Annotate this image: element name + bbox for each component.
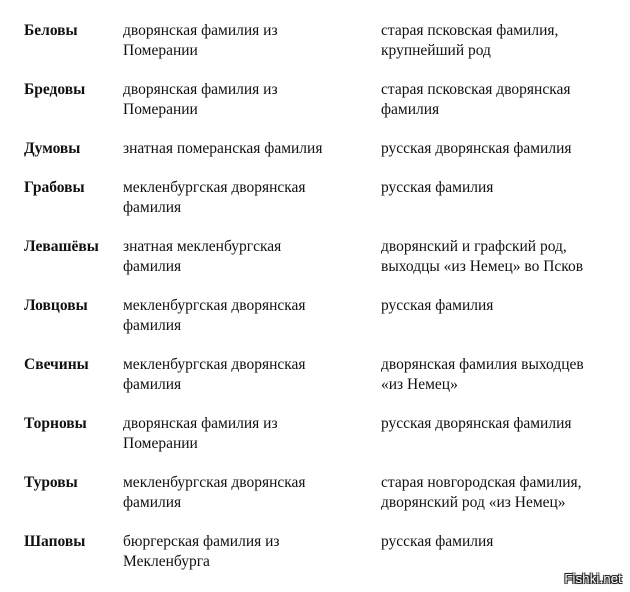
surname-cell: Шаповы [24, 533, 86, 550]
russian-lineage-cell: русская фамилия [381, 179, 494, 196]
origin-cell: мекленбургская дворянская фамилия [123, 356, 306, 393]
russian-lineage-cell: русская фамилия [381, 533, 494, 550]
table-row [0, 237, 630, 289]
table-row [0, 80, 630, 132]
table-row [0, 414, 630, 466]
russian-lineage-cell: русская дворянская фамилия [381, 415, 572, 432]
russian-lineage-cell: старая псковская дворянская фамилия [381, 81, 571, 118]
surname-cell: Левашёвы [24, 238, 99, 255]
origin-cell: дворянская фамилия из Померании [123, 415, 278, 452]
origin-cell: знатная померанская фамилия [123, 140, 323, 157]
surname-cell: Торновы [24, 415, 87, 432]
origin-cell: бюргерская фамилия из Мекленбурга [123, 533, 280, 570]
russian-lineage-cell: старая псковская фамилия, крупнейший род [381, 22, 559, 59]
origin-cell: мекленбургская дворянская фамилия [123, 179, 306, 216]
russian-lineage-cell: дворянская фамилия выходцев «из Немец» [381, 356, 584, 393]
watermark: Fishki.net [564, 571, 622, 586]
surname-cell: Свечины [24, 356, 89, 373]
origin-cell: мекленбургская дворянская фамилия [123, 297, 306, 334]
surname-cell: Грабовы [24, 179, 85, 196]
table-row [0, 21, 630, 73]
surname-cell: Думовы [24, 140, 81, 157]
table-row [0, 178, 630, 230]
table-row [0, 296, 630, 348]
russian-lineage-cell: дворянский и графский род, выходцы «из Немец» во Псков [381, 238, 584, 275]
origin-cell: мекленбургская дворянская фамилия [123, 474, 306, 511]
origin-cell: знатная мекленбургская фамилия [123, 238, 282, 275]
russian-lineage-cell: старая новгородская фамилия, дворянский род «из Немец» [381, 474, 582, 511]
russian-lineage-cell: русская фамилия [381, 297, 494, 314]
russian-lineage-cell: русская дворянская фамилия [381, 140, 572, 157]
surname-cell: Туровы [24, 474, 78, 491]
table-row [0, 473, 630, 525]
table-row [0, 355, 630, 407]
surname-cell: Беловы [24, 22, 78, 39]
surname-cell: Ловцовы [24, 297, 88, 314]
origin-cell: дворянская фамилия из Померании [123, 22, 278, 59]
surname-cell: Бредовы [24, 81, 86, 98]
table-row [0, 532, 630, 584]
origin-cell: дворянская фамилия из Померании [123, 81, 278, 118]
